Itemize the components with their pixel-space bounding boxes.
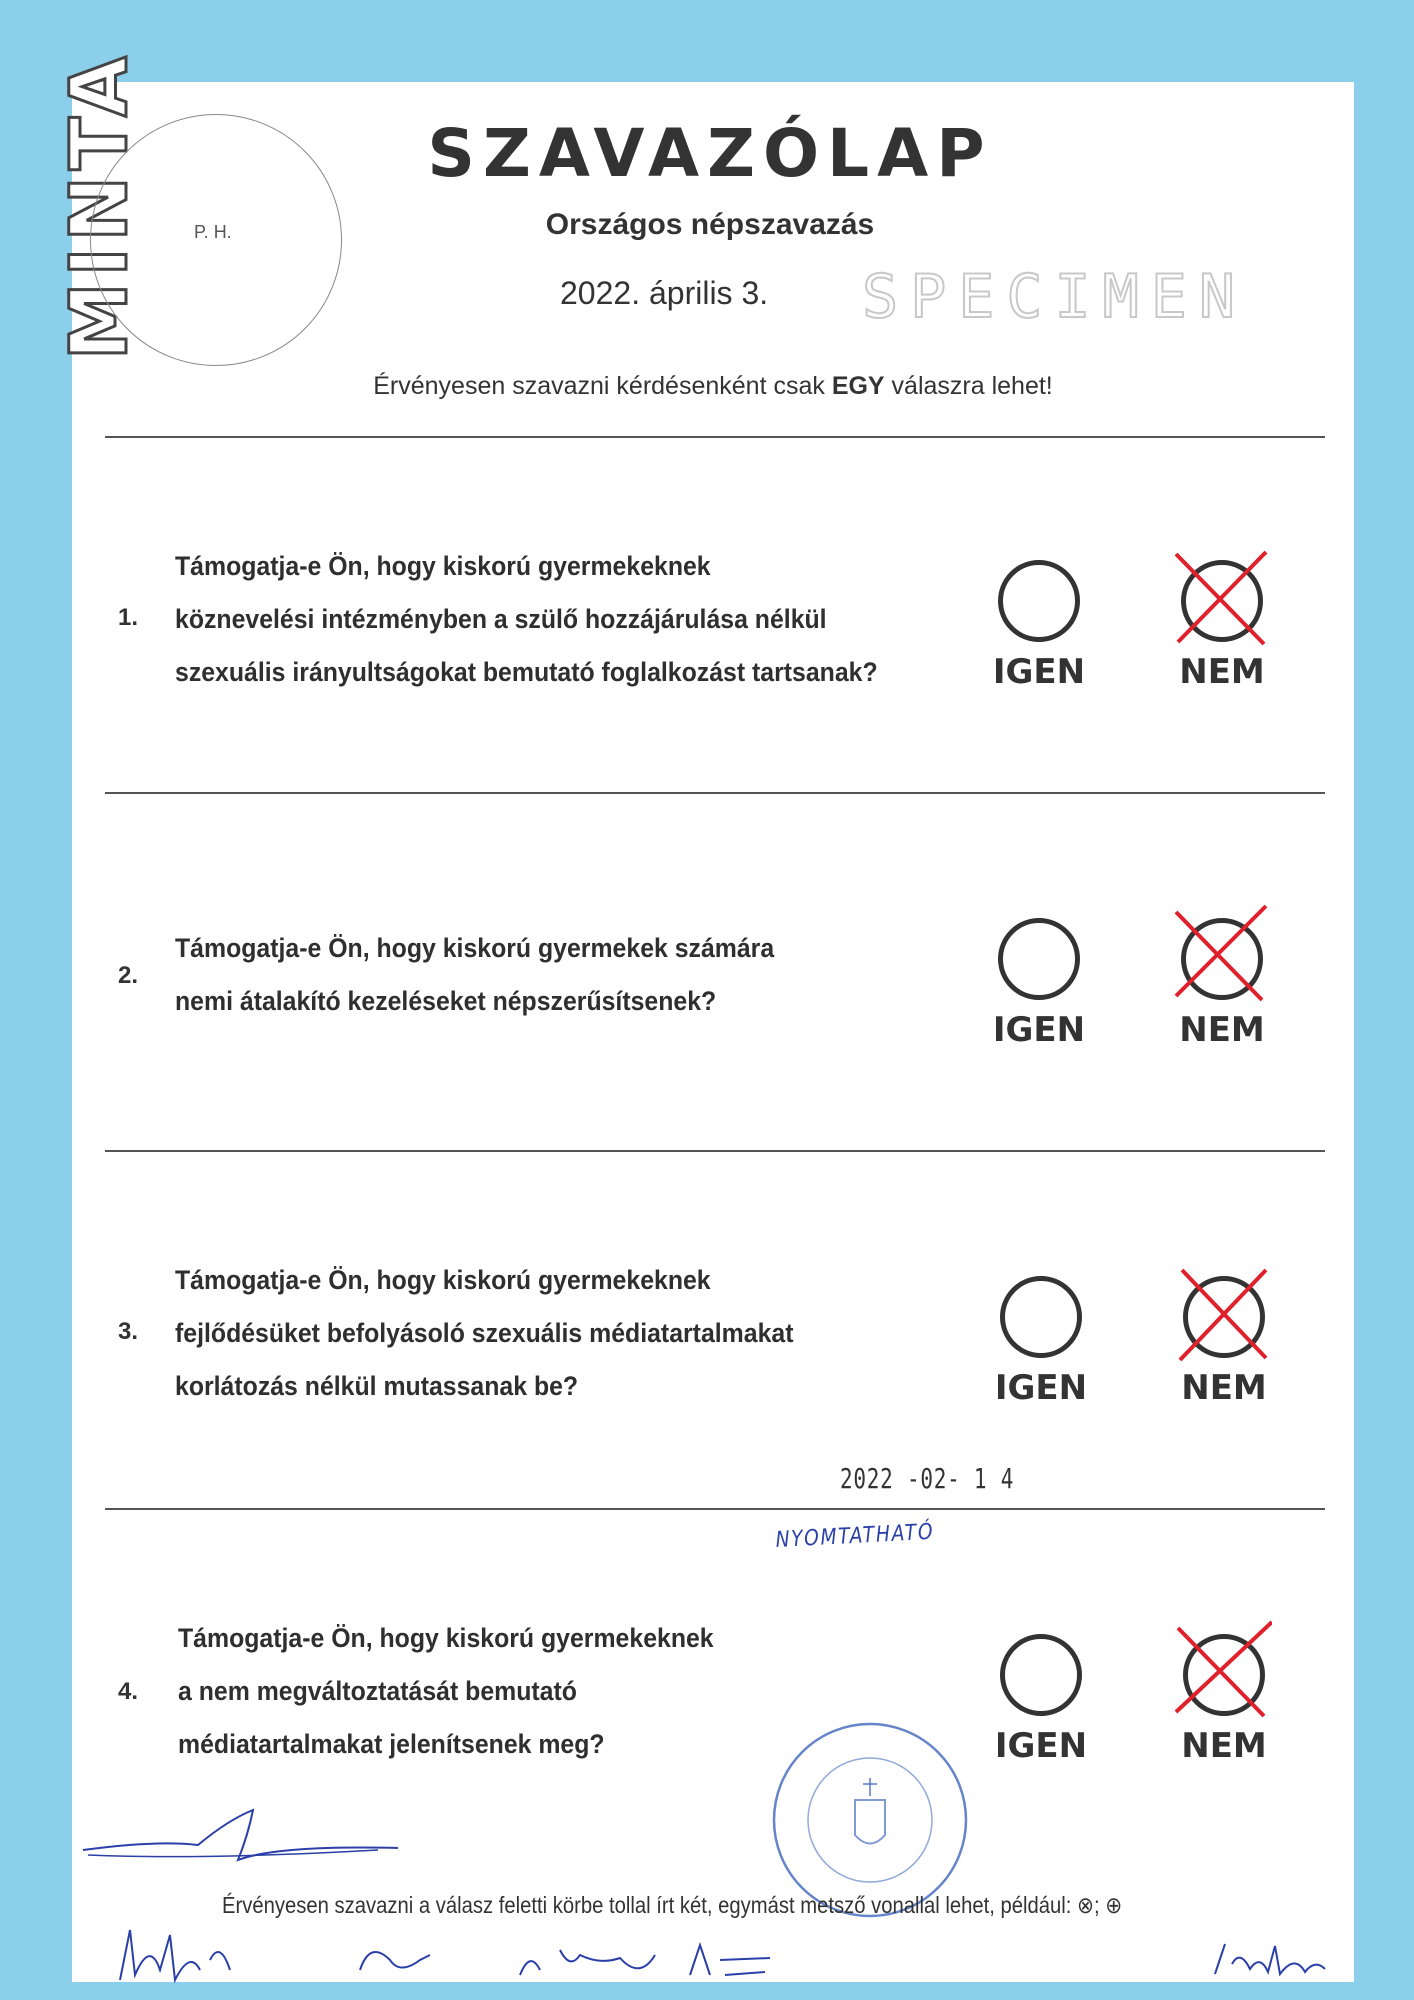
election-date: 2022. április 3. [560, 275, 769, 311]
stamp-placeholder: P. H. [194, 222, 232, 242]
question-number: 2. [118, 962, 139, 989]
vote-circle-igen[interactable] [1000, 1634, 1082, 1716]
question-line: Támogatja-e Ön, hogy kiskorú gyermekeknek [175, 1265, 711, 1295]
option-label-igen: IGEN [992, 1010, 1086, 1050]
x-mark-icon [1170, 904, 1270, 1004]
option-label-nem: NEM [1181, 1368, 1267, 1408]
x-mark-icon [1170, 548, 1270, 648]
divider [105, 1150, 1325, 1152]
x-mark-icon [1172, 1620, 1272, 1720]
question-number: 1. [118, 604, 139, 631]
voting-instruction [72, 372, 1354, 401]
option-label-nem: NEM [1179, 1010, 1265, 1050]
instruction-bold: EGY [831, 372, 885, 400]
signature-scribble [1210, 1934, 1330, 1984]
specimen-watermark: SPECIMEN [862, 262, 1247, 332]
question-text [175, 540, 878, 699]
option-label-nem: NEM [1181, 1726, 1267, 1766]
ballot-title: SZAVAZÓLAP [427, 115, 993, 192]
vote-circle-igen[interactable] [998, 560, 1080, 642]
divider [105, 436, 1325, 438]
vote-circle-igen[interactable] [1000, 1276, 1082, 1358]
question-number: 4. [118, 1678, 139, 1705]
option-label-igen: IGEN [994, 1368, 1088, 1408]
x-mark-icon [1172, 1264, 1272, 1364]
ballot-subtitle: Országos népszavazás [545, 208, 875, 241]
vote-circle-igen[interactable] [998, 918, 1080, 1000]
question-line: szexuális irányultságokat bemutató foglalkozást tartsanak? [175, 657, 878, 687]
question-line: korlátozás nélkül mutassanak be? [175, 1371, 579, 1401]
instruction-prefix: Érvényesen szavazni kérdésenként csak [373, 372, 832, 400]
divider [105, 1508, 1325, 1510]
option-label-igen: IGEN [992, 652, 1086, 692]
question-text [175, 922, 874, 1028]
question-line: Támogatja-e Ön, hogy kiskorú gyermekeknek [178, 1623, 714, 1653]
option-label-igen: IGEN [994, 1726, 1088, 1766]
divider [105, 792, 1325, 794]
footer-instruction: Érvényesen szavazni a válasz feletti körbe tollal írt két, egymást metsző vonallal lehet, például: ⊗; ⊕ [222, 1892, 1123, 1918]
question-line: a nem megváltoztatását bemutató [178, 1676, 577, 1706]
official-seal-icon [770, 1720, 970, 1920]
question-text [175, 1254, 874, 1413]
signature-scribble [78, 1800, 408, 1880]
question-line: nemi átalakító kezeléseket népszerűsítsenek? [175, 986, 717, 1016]
signature-scribble [100, 1920, 780, 1990]
question-line: Támogatja-e Ön, hogy kiskorú gyermekeknek [175, 551, 711, 581]
received-date-stamp: 2022 -02- 1 4 [840, 1462, 1015, 1495]
question-line: Támogatja-e Ön, hogy kiskorú gyermekek számára [175, 933, 775, 963]
question-number: 3. [118, 1318, 139, 1345]
option-label-nem: NEM [1179, 652, 1265, 692]
question-line: médiatartalmakat jelenítsenek meg? [178, 1729, 605, 1759]
minta-watermark: MINTA [55, 50, 145, 360]
question-line: köznevelési intézményben a szülő hozzájárulása nélkül [175, 604, 827, 634]
instruction-suffix: válaszra lehet! [884, 372, 1053, 400]
handwritten-approval-note: NYOMTATHATÓ [775, 1519, 935, 1553]
question-line: fejlődésüket befolyásoló szexuális médiatartalmakat [175, 1318, 794, 1348]
